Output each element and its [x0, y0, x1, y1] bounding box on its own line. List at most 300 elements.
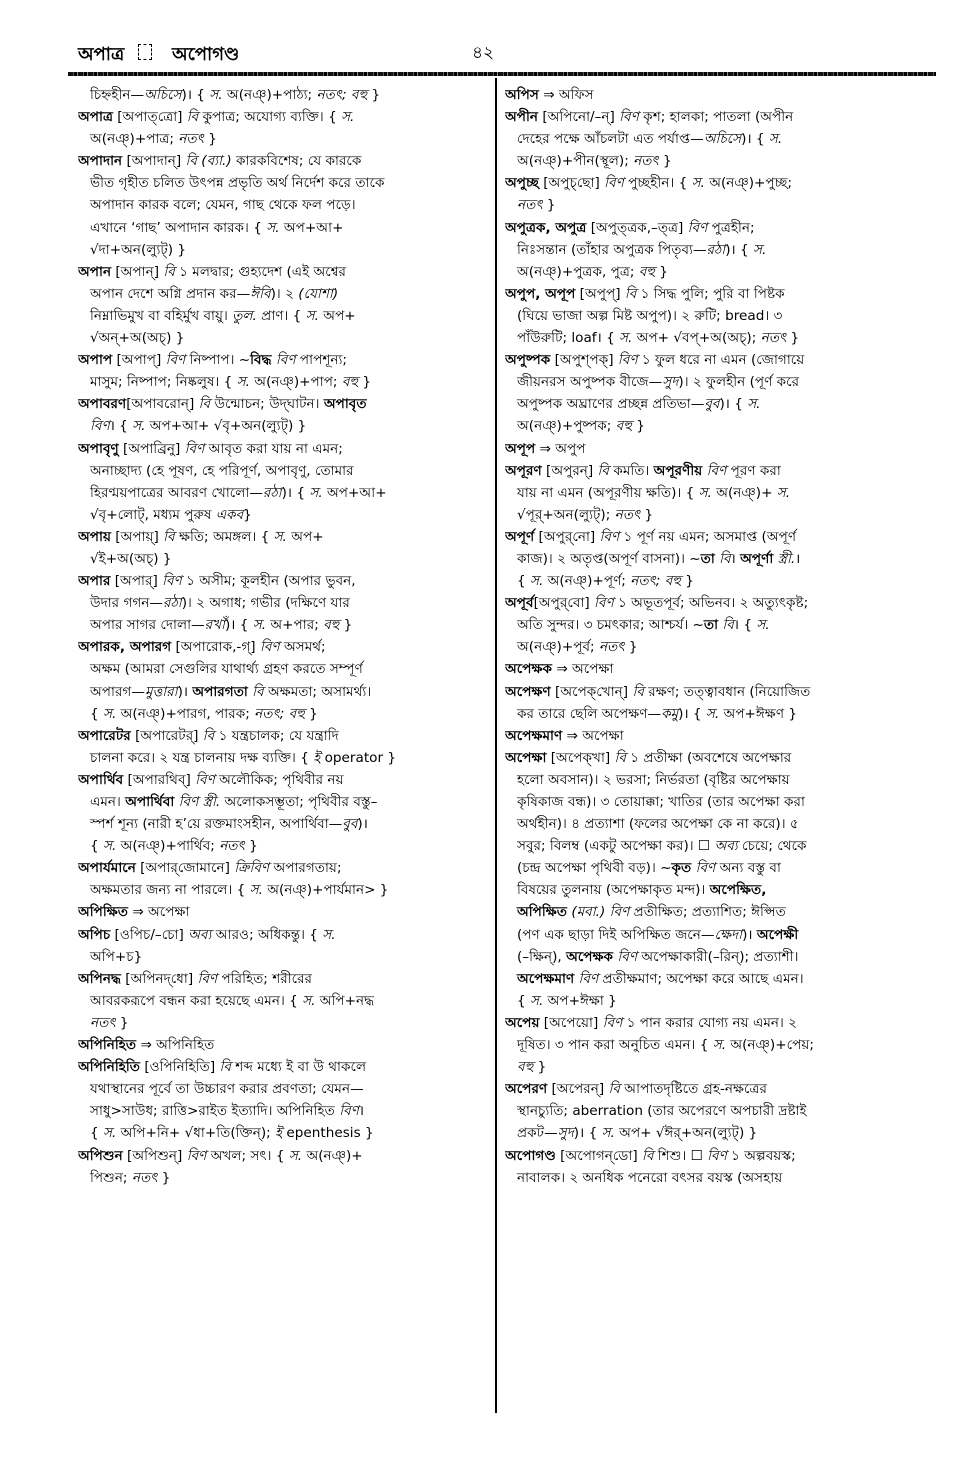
grammar-label: নতৎ [178, 131, 204, 148]
grammar-label: বিণ [184, 440, 205, 457]
definition-text: ⇒ অপুপ [535, 440, 586, 457]
definition-text: ⇒ অফিস [538, 87, 594, 103]
definition-text: অ(নঞ্‌)+পারগ, পারক; [116, 705, 255, 722]
grammar-label: নতৎ; বহু [316, 87, 368, 103]
grammar-label: রঠা [706, 241, 726, 258]
grammar-label: ই [275, 1125, 283, 1142]
grammar-label: বহু [638, 263, 655, 280]
grammar-label: স. [619, 330, 633, 347]
definition-text: স্থানচ্যুতি; aberration (তার অপেরণে অপচারী দ্রষ্টাই [517, 1103, 807, 1120]
definition-text: পাঁউরুটি; loaf। { [517, 330, 620, 347]
headword: অপুষ্পক [505, 352, 551, 369]
entry-continuation-line [78, 172, 496, 194]
grammar-label: নতৎ; বহু [254, 705, 305, 722]
definition-text: ১ যন্ত্রচালক; যে যন্ত্রাদি [214, 727, 339, 744]
grammar-label: স. [302, 992, 316, 1009]
entry-continuation-line [505, 1122, 923, 1144]
definition-text: [অপুরন্‌] [541, 462, 598, 479]
definition-text: অ(নঞ্‌)+পুত্রক, পুত্র; [517, 263, 639, 280]
definition-text: । [730, 550, 741, 567]
definition-text: ⇒ অপেক্ষা [552, 661, 614, 678]
definition-text: আবৃত করা যায় না এমন; [204, 440, 343, 457]
grammar-label: বি [632, 683, 644, 700]
entry-continuation-line [78, 415, 496, 437]
definition-text: আরও; অধিকন্তু। { [211, 926, 323, 943]
definition-text: ভীত গৃহীত চলিত উৎপন্ন প্রভৃতি অর্থ নির্দেশ করে তাকে [90, 175, 385, 192]
definition-text: । { [733, 617, 757, 634]
definition-text: অ(নঞ্‌)+ [302, 1147, 363, 1164]
entry-line [505, 592, 923, 614]
grammar-label: বিণ [619, 109, 639, 126]
definition-text: পরিহিত; শরীরের [217, 970, 313, 987]
definition-text: অর্থহীন)। ৪ প্রত্যাশা (ফলের অপেক্ষা কে না করে)। ৫ [517, 816, 799, 833]
definition-text: অপাদান কারক বলে; যেমন, গাছ থেকে ফল পড়ে। [90, 197, 356, 214]
grammar-label: বুব [342, 816, 358, 833]
headword: তা [700, 550, 715, 567]
definition-text: কুপাত্র; অযোগ্য ব্যক্তি। { [198, 109, 342, 126]
entry-continuation-line [505, 968, 923, 990]
left-column [78, 84, 496, 1189]
entry-line [78, 769, 496, 791]
entry-continuation-line [78, 658, 496, 680]
grammar-label: স. [698, 484, 712, 501]
grammar-label: স. [341, 109, 355, 126]
definition-text: (পণ এক ছাড়া দিই অপিক্ষিত জনে— [517, 926, 715, 943]
headword: অপিক্ষিত [517, 904, 567, 921]
definition-text: কৃষিকাজ বন্ধ)। ৩ তোয়াক্কা; খাতির (তার অপেক্ষা করা [517, 794, 805, 810]
grammar-label: বি [722, 617, 734, 634]
definition-text: । { [109, 418, 133, 435]
headword: অপেয় [505, 1014, 540, 1031]
grammar-label: স. [309, 484, 323, 501]
entry-line [78, 570, 496, 592]
definition-text: অপি+চ} [90, 948, 143, 965]
entry-continuation-line [78, 681, 496, 703]
headword: অপেক্ষক [566, 948, 614, 965]
definition-text: পাপশূন্য; [295, 352, 348, 369]
definition-text: [অপার্‌জোমানে] [135, 860, 235, 877]
header-rule [68, 72, 936, 76]
definition-text: )। [177, 683, 193, 700]
headword: অপিচ [78, 926, 111, 943]
definition-text: অপ+আ+ [279, 219, 344, 236]
definition-text: (ঘিয়ে ভাজা অল্প মিষ্ট অপুপ)। ২ রুটি; bread। ৩ [517, 307, 783, 324]
definition-text: উদার গগন— [90, 595, 163, 612]
entry-continuation-line [505, 1056, 923, 1078]
grammar-label: বিণ [687, 219, 708, 236]
entry-continuation-line [78, 504, 496, 526]
definition-text: ১ অল্পবয়স্ক; [726, 1147, 796, 1164]
grammar-label: বিণ [259, 639, 280, 656]
entry-line [78, 261, 496, 283]
grammar-label: বহু [323, 617, 340, 634]
definition-text: অপ+ঈক্ষা } [543, 992, 617, 1009]
definition-text: )। { [181, 87, 210, 103]
definition-text: } [654, 263, 668, 280]
entry-continuation-line [78, 1167, 496, 1189]
headword: অপিস [505, 87, 539, 103]
definition-text: বিষয়ের তুলনায় (অপেক্ষাকৃত মন্দ)। [517, 882, 710, 899]
definition-text: )। { [719, 396, 748, 413]
definition-text: হিরণ্ময়পাত্রের আবরণ খোলো— [90, 484, 263, 501]
grammar-label: স. [252, 617, 267, 634]
entry-continuation-line [78, 305, 496, 327]
grammar-label: নতৎ [598, 639, 625, 656]
entry-continuation-line [78, 791, 496, 813]
definition-text: ⇒ অপেক্ষা [128, 904, 190, 921]
entry-continuation-line [505, 415, 923, 437]
definition-text: নিম্নাভিমুখ বা বহির্মুখ বায়ু। [90, 307, 233, 324]
entry-continuation-line [505, 239, 923, 261]
definition-text: অপ+ [318, 307, 356, 324]
grammar-label: স. [529, 573, 544, 590]
definition-text: ১ ফুল ধরে না এমন (জোগায়ে [637, 352, 805, 369]
entry-continuation-line [78, 1100, 496, 1122]
grammar-label: বিণ [578, 970, 599, 987]
definition-text: } [680, 573, 694, 590]
definition-text: কর তারে ছেলি অপেক্ষণ— [517, 705, 662, 722]
entry-continuation-line [78, 217, 496, 239]
entry-line [78, 1145, 496, 1167]
entry-continuation-line [78, 327, 496, 349]
definition-text: অ(নঞ্‌)+পার্যমান> } [262, 882, 389, 899]
grammar-label: নতৎ [517, 197, 543, 214]
definition-text: )। { [741, 131, 769, 148]
headword: কৃত [671, 860, 692, 877]
definition-text: অপ+ [286, 528, 324, 545]
definition-text: )। [357, 816, 368, 833]
grammar-label: অচিসে [144, 87, 182, 103]
grammar-label: স. [102, 838, 117, 855]
definition-text: জীয়নরস অপুষ্পক বীজে— [517, 374, 663, 391]
definition-text: চেয়ে; থেকে [737, 838, 807, 855]
entry-continuation-line [78, 84, 496, 106]
grammar-label: বি [624, 285, 637, 302]
definition-text: অ(নঞ্‌)+পেয়; [726, 1037, 814, 1054]
grammar-label: বি [202, 727, 215, 744]
grammar-label: বিণ [617, 948, 638, 965]
entry-line [505, 84, 923, 106]
entry-continuation-line [505, 371, 923, 393]
grammar-label: বহু [615, 418, 632, 435]
grammar-label: নতৎ; বহু [630, 573, 681, 590]
grammar-label: বিণ [617, 352, 638, 369]
grammar-label: নতৎ [131, 1169, 158, 1186]
grammar-label: ক্রিবিণ [234, 860, 270, 877]
entry-continuation-line [505, 194, 923, 216]
definition-text: । [358, 1103, 365, 1120]
entry-continuation-line [78, 283, 496, 305]
grammar-label: বিণ স্ত্রী. [178, 794, 221, 810]
grammar-label: মুত্তারা [144, 683, 178, 700]
entry-line [505, 747, 923, 769]
headword: অপুপ, অপূপ [505, 285, 576, 302]
grammar-label: বি [186, 109, 199, 126]
headword: অপিক্ষিত [78, 904, 128, 921]
entry-continuation-line [505, 857, 923, 879]
entry-line [505, 283, 923, 305]
entry-line [78, 636, 496, 658]
entry-continuation-line [78, 1012, 496, 1034]
headword: অপার্থিবা [125, 794, 175, 810]
entry-line [505, 681, 923, 703]
definition-text: অ(নঞ্‌)+পাত্র; [90, 131, 179, 148]
definition-text: এমন। [90, 794, 126, 810]
definition-text: পিশুন; [90, 1169, 132, 1186]
entry-continuation-line [505, 946, 923, 968]
definition-text: )। { [281, 484, 310, 501]
headword: অপায় [78, 528, 111, 545]
definition-text: স্পর্শ শূন্য (নারী হ’য়ে রক্তমাংসহীন, অপার্থিবা— [90, 816, 343, 833]
definition-text: )। { [678, 705, 706, 722]
definition-text: পুত্রহীন; [707, 219, 755, 236]
grammar-label: বি [608, 1081, 620, 1098]
headword: অপিনিহিতি [78, 1059, 141, 1076]
grammar-label: স. [747, 396, 761, 413]
definition-text: অপ+ √বপ্‌+অ(অচ্‌); [632, 330, 761, 347]
definition-text: } [624, 639, 638, 656]
entry-continuation-line [505, 482, 923, 504]
definition-text: [অপাপ্‌] [112, 352, 166, 369]
entry-continuation-line [505, 1100, 923, 1122]
entry-continuation-line [78, 703, 496, 725]
definition-text: অক্ষম (আমরা সেগুলির যাথার্থ্য গ্রহণ করতে সম্পূর্ণ [90, 661, 363, 678]
definition-text: √ই+অ(অচ্‌) } [90, 550, 172, 567]
headword: অপেক্ষমাণ [505, 727, 563, 744]
entry-continuation-line [78, 460, 496, 482]
grammar-label: রঠা [163, 595, 182, 612]
grammar-label: অব্য [714, 838, 738, 855]
entry-continuation-line [78, 371, 496, 393]
grammar-label: ই [313, 749, 321, 766]
headword: অপাত্র [78, 109, 113, 126]
headword: অপেক্ষমাণ [517, 970, 575, 987]
definition-text: ১ পান করার যোগ্য নয় এমন। ২ [622, 1014, 798, 1031]
entry-line [78, 106, 496, 128]
definition-text: } [542, 197, 556, 214]
definition-text: কৃশ; হালকা; পাতলা (অপীন [638, 109, 794, 126]
definition-text: } [367, 87, 381, 103]
definition-text: পুচ্ছহীন। { [623, 175, 692, 192]
headword: অপার্যমানে [78, 860, 136, 877]
definition-text: [অপুর্‌নো] [534, 528, 600, 545]
entry-continuation-line [505, 636, 923, 658]
headword: অপারেটর [78, 727, 131, 744]
definition-text: { [517, 992, 530, 1009]
entry-continuation-line [505, 504, 923, 526]
entry-continuation-line [505, 1034, 923, 1056]
entry-line [78, 857, 496, 879]
definition-text: দূষিত। ৩ পান করা অনুচিত এমন। { [517, 1037, 713, 1054]
entry-continuation-line [78, 592, 496, 614]
page-number: ৪২ [472, 43, 495, 63]
definition-text: [অপেরন্‌] [547, 1081, 609, 1098]
entry-continuation-line [505, 1167, 923, 1189]
grammar-label: বি [198, 396, 211, 413]
grammar-label: রখাঁ [204, 617, 225, 634]
grammar-label: বিণ [90, 418, 110, 435]
grammar-label: বিণ [186, 1147, 207, 1164]
definition-text: [অপুর্‌বো] [533, 595, 595, 612]
definition-text: প্রকট— [517, 1125, 558, 1142]
definition-text: } [786, 330, 800, 347]
definition-text: )। ২ [270, 285, 299, 302]
definition-text: প্রাণ। { [256, 307, 306, 324]
entry-continuation-line [505, 813, 923, 835]
grammar-label: নতৎ [760, 330, 787, 347]
entry-line [505, 460, 923, 482]
headword: অপেরণ [505, 1081, 548, 1098]
entry-continuation-line [78, 239, 496, 261]
definition-text: { [517, 573, 530, 590]
grammar-label: রঠা [262, 484, 282, 501]
definition-text: যথাস্থানের পূর্বে তা উচ্চারণ করার প্রবণতা; যেমন— [90, 1081, 364, 1098]
entry-line [505, 1145, 923, 1167]
definition-text: [অপোগন্‌ডো] [555, 1147, 642, 1164]
first-headword: অপাত্র [78, 44, 125, 65]
headword: অপুত্রক, অপুত্র [505, 219, 587, 236]
grammar-label: বিণ [599, 528, 620, 545]
grammar-label: বিণ [195, 771, 215, 788]
entry-line [78, 150, 496, 172]
definition-text: √বৃ+লোট্‌, মধ্যম পুরুষ [90, 506, 216, 523]
definition-text: [অপিনো/–ন্‌] [538, 109, 620, 126]
entry-continuation-line [505, 769, 923, 791]
entry-continuation-line [78, 835, 496, 857]
definition-text: নিষ্পাপ। ~ [185, 352, 251, 369]
entry-continuation-line [78, 813, 496, 835]
definition-text: অ(নঞ্‌)+পাঠ্য; [222, 87, 317, 103]
entry-continuation-line [505, 791, 923, 813]
entry-continuation-line [505, 901, 923, 923]
definition-text: কমতি। [609, 462, 654, 479]
entry-line [505, 1012, 923, 1034]
grammar-label: (মবা.) [571, 904, 606, 921]
headword: অপূর্ব [505, 595, 534, 612]
grammar-label: বিণ [707, 1147, 727, 1164]
definition-text: } [157, 1169, 171, 1186]
definition-text: { [90, 1125, 103, 1142]
definition-text: [অপাব্রিনু] [118, 440, 185, 457]
definition-text: নিঃসন্তান (তাঁহার অপুত্রক পিতৃব্য— [517, 241, 707, 258]
definition-text: মাসুম; নিষ্পাপ; নিষ্কলুষ। { [90, 374, 237, 391]
entry-continuation-line [505, 703, 923, 725]
entry-line [505, 349, 923, 371]
definition-text: রক্ষণ; তত্ত্বাবধান (নিয়োজিত [643, 683, 811, 700]
definition-text: প্রতীক্ষমাণ; অপেক্ষা করে আছে এমন। [598, 970, 804, 987]
grammar-label: নতৎ [614, 506, 641, 523]
definition-text: [অপিনদ্‌ধো] [120, 970, 198, 987]
entry-line [505, 725, 923, 747]
definition-text: [অপুত্‌ত্রক,–ত্‌ত্র] [586, 219, 688, 236]
definition-text: ক্ষতি; অমঙ্গল। { [174, 528, 274, 545]
definition-text: আপাতদৃষ্টিতে গ্রহ-নক্ষত্রের [619, 1081, 767, 1098]
definition-text: অ(নঞ্‌)+পুচ্ছ; [704, 175, 793, 192]
definition-text: সবুর; বিলম্ব (একটু অপেক্ষা কর)। ☐ [517, 838, 715, 855]
entry-continuation-line [505, 924, 923, 946]
headword: অপাবরণ [78, 396, 127, 413]
grammar-label: তুল. [232, 307, 257, 324]
grammar-label: স. [288, 1147, 303, 1164]
definition-text: √অন্‌+অ(অচ্‌) } [90, 330, 185, 347]
definition-text: অপার সাগর দোলা— [90, 617, 205, 634]
entry-continuation-line [78, 1122, 496, 1144]
definition-text: অখল; সৎ। { [206, 1147, 289, 1164]
headword: অপীন [505, 109, 539, 126]
running-header [78, 38, 938, 68]
definition-text: [অপেয়ো] [539, 1014, 603, 1031]
definition-text: )। { [725, 241, 753, 258]
definition-text: (চন্দ্র অপেক্ষা পৃথিবী বড়)। ~ [517, 860, 672, 877]
entry-continuation-line [505, 150, 923, 172]
headword: অপূর্ণা [740, 550, 774, 567]
definition-text: অ(নঞ্‌)+পাপ; [249, 374, 342, 391]
entry-line [78, 526, 496, 548]
definition-text: [অপেক্‌খা] [546, 749, 615, 766]
entry-line [505, 172, 923, 194]
grammar-label: বিণ [275, 352, 296, 369]
definition-text: অ+পার; [266, 617, 324, 634]
definition-text: } [339, 617, 353, 634]
definition-text: অপেক্ষাকারী(–রিন্‌); প্রত্যাশী। [637, 948, 799, 965]
entry-line [78, 393, 496, 415]
grammar-label: (যোশা) [298, 285, 339, 302]
grammar-label: স. [102, 705, 117, 722]
grammar-label: স. [249, 882, 263, 899]
grammar-label: স্ত্রী. [777, 550, 796, 567]
headword: অপার [78, 573, 111, 590]
headword: অপুচ্ছ [505, 175, 539, 192]
definition-text: [অপারেটর্‌] [130, 727, 203, 744]
grammar-label: স. [756, 617, 770, 634]
definition-text: [অপাবরোন্‌] [126, 396, 199, 413]
headword: অপূরণ [505, 462, 542, 479]
headword: অপূপ [505, 440, 536, 457]
entry-line [505, 526, 923, 548]
definition-text: )। ২ অগাধ; গভীর (দক্ষিণে যার [181, 595, 350, 612]
definition-text: { [90, 705, 103, 722]
grammar-label: অচিসে [703, 131, 742, 148]
grammar-label: স. [132, 418, 146, 435]
grammar-label: বিণ [162, 573, 182, 590]
grammar-label: বি [163, 528, 175, 545]
entry-continuation-line [78, 946, 496, 968]
definition-text: অপারগতায়; [269, 860, 342, 877]
definition-text: অক্ষমতা; অসামর্থ্য। [263, 683, 372, 700]
grammar-label: বি [614, 749, 626, 766]
grammar-label: নতৎ [633, 153, 659, 170]
headword: অপেক্ষা [505, 749, 547, 766]
definition-text: )। [742, 926, 757, 943]
grammar-label: বহু [341, 374, 359, 391]
definition-text: ১ মলদ্বার; গুহ্যদেশ (এই অশ্বের [174, 263, 346, 280]
separator-box-icon [138, 44, 152, 60]
entry-continuation-line [505, 305, 923, 327]
definition-text: দেহের পক্ষে আঁচলটা এত পর্যাপ্ত— [517, 131, 704, 148]
entry-continuation-line [505, 128, 923, 150]
definition-text: } [631, 418, 645, 435]
grammar-label: স. [691, 175, 705, 192]
last-headword: অপোগণ্ড [172, 44, 240, 65]
entry-continuation-line [78, 482, 496, 504]
definition-text: } [640, 506, 654, 523]
definition-text: [অপুচ্‌ছো] [538, 175, 605, 192]
definition-text: ⇒ অপেক্ষা [562, 727, 624, 744]
grammar-label: সুদ [662, 374, 679, 391]
definition-text: অপুষ্পক অঘ্রাণের প্রচ্ছন্ন প্রতিভা— [517, 396, 705, 413]
grammar-label: একব [215, 506, 244, 523]
entry-line [505, 217, 923, 239]
